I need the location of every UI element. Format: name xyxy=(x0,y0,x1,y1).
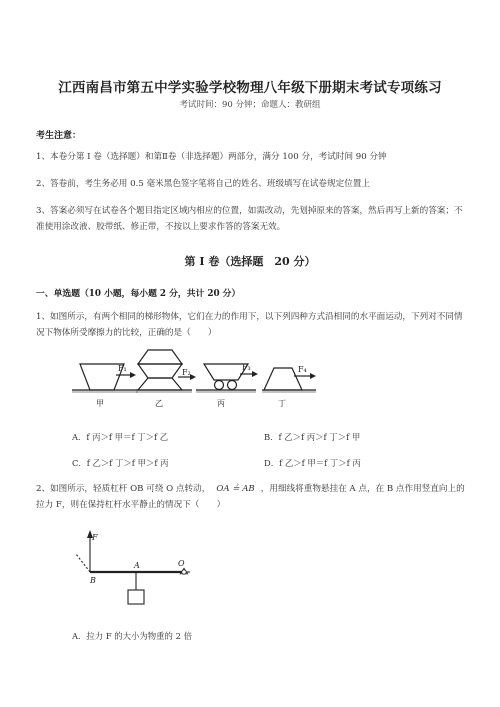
figure-label-jia: 甲 xyxy=(96,399,104,408)
label-f: F xyxy=(92,533,98,542)
question-2-text-after: ，用细线将重物悬挂在 A 点，在 B 点作用竖直向上的拉力 F，则在保持杠杆水平静止的情况下（ ） xyxy=(36,484,465,510)
part-heading: 一、单选题（10 小题，每小题 2 分，共计 20 分） xyxy=(36,289,241,299)
question-1-option-c[interactable]: C．f 乙＞f 丁＞f 甲＞f 丙 xyxy=(72,458,169,468)
figure-label-yi: 乙 xyxy=(155,399,163,408)
notice-item-2: 2、答卷前，考生务必用 0.5 毫米黑色签字笔将自己的姓名、班级填写在试卷规定位置上 xyxy=(36,179,370,189)
trapezoid-bottom-yi xyxy=(138,378,182,390)
question-1-option-d[interactable]: D．f 乙＞f 甲＝f 丁＞f 丙 xyxy=(264,458,361,468)
question-1-text: 1、如图所示，有两个相同的梯形物体，它们在力的作用下，以下列四种方式沿相同的水平面运动，下列对不同情况下物体所受摩擦力的比较，正确的是（ ） xyxy=(36,312,463,338)
force-label-4: F₄ xyxy=(298,365,307,374)
force-label-2: F₂ xyxy=(182,368,191,377)
weight-block xyxy=(128,590,144,604)
question-2-text-before: 2、如图所示，轻质杠杆 OB 可绕 O 点转动， xyxy=(36,484,211,494)
label-o: O xyxy=(178,559,185,568)
arrow-head-bing xyxy=(252,371,258,377)
pivot-point xyxy=(182,570,186,574)
arrow-head-ding xyxy=(310,373,316,379)
trapezoid-mid-yi xyxy=(138,364,182,378)
figure-label-ding: 丁 xyxy=(278,399,286,408)
roller-1-bing xyxy=(215,381,224,390)
question-1-figure xyxy=(66,348,366,416)
notice-heading: 考生注意： xyxy=(36,131,82,141)
trapezoid-ding xyxy=(264,368,302,390)
figure-label-bing: 丙 xyxy=(217,399,225,408)
question-2-formula: OA ≟ AB xyxy=(216,484,255,494)
label-b: B xyxy=(90,576,96,585)
question-2-text xyxy=(36,481,468,513)
arrow-head-jia xyxy=(130,372,136,378)
roller-2-bing xyxy=(228,381,237,390)
question-2-option-a[interactable]: A．拉力 F 的大小为物重的 2 倍 xyxy=(72,631,192,641)
question-1-option-b[interactable]: B．f 乙＞f 丙＞f 丁＞f 甲 xyxy=(264,432,361,442)
dashed-line xyxy=(76,554,90,572)
question-1-option-a[interactable]: A．f 丙＞f 甲＝f 丁＞f 乙 xyxy=(72,432,169,442)
page-title: 江西南昌市第五中学实验学校物理八年级下册期末考试专项练习 xyxy=(58,80,442,96)
notice-item-1: 1、本卷分第 I 卷（选择题）和第Ⅱ卷（非选择题）两部分，满分 100 分，考试时间 90 分钟 xyxy=(36,152,387,162)
force-label-1: F₁ xyxy=(118,364,127,373)
force-label-3: F₃ xyxy=(242,363,251,372)
notice-item-3: 3、答案必须写在试卷各个题目指定区域内相应的位置，如需改动，先划掉原来的答案，然后再写上新的答案；不准使用涂改液、胶带纸、修正带，不按以上要求作答的答案无效。 xyxy=(36,206,463,232)
label-a: A xyxy=(134,561,140,570)
exam-meta: 考试时间：90 分钟；命题人：教研组 xyxy=(179,100,321,110)
trapezoid-top-yi xyxy=(138,350,182,364)
question-2-figure xyxy=(68,528,208,610)
arrow-head-yi xyxy=(190,374,196,380)
section-title: 第 I 卷（选择题 20 分） xyxy=(184,255,316,268)
